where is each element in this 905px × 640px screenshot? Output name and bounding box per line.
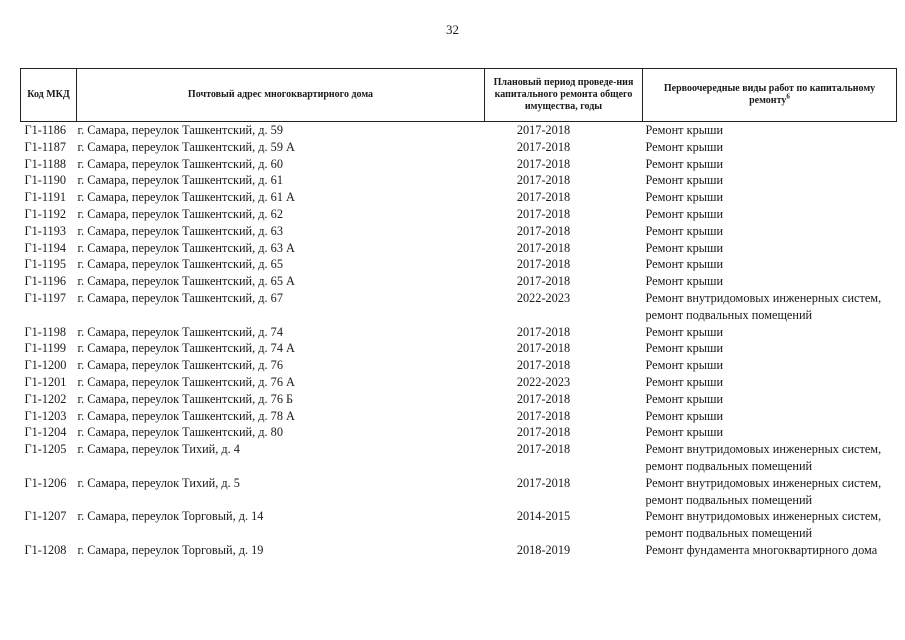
period-cell: 2017-2018 bbox=[516, 358, 571, 373]
table-row bbox=[21, 408, 897, 425]
period-cell: 2017-2018 bbox=[516, 173, 571, 188]
mkd-code-cell: Г1-1190 bbox=[24, 173, 66, 188]
page-number: 32 bbox=[446, 22, 459, 37]
header-work-footnote: 6 bbox=[786, 92, 790, 101]
mkd-code-cell: Г1-1198 bbox=[24, 324, 66, 339]
mkd-code-cell: Г1-1208 bbox=[24, 542, 67, 557]
work-type-line: Ремонт крыши bbox=[645, 408, 724, 423]
mkd-code-cell: Г1-1197 bbox=[24, 290, 66, 305]
period-cell: 2014-2015 bbox=[516, 509, 571, 524]
period-cell: 2017-2018 bbox=[516, 240, 571, 255]
address-cell: г. Самара, переулок Ташкентский, д. 78 А bbox=[77, 408, 295, 423]
work-type-cell bbox=[643, 374, 897, 391]
work-type-cell bbox=[643, 256, 897, 273]
table-header-row bbox=[21, 69, 897, 122]
work-type-line: Ремонт крыши bbox=[645, 173, 724, 188]
table-row bbox=[21, 475, 897, 509]
table-body bbox=[21, 122, 897, 559]
work-type-line: Ремонт крыши bbox=[645, 240, 724, 255]
mkd-code-cell: Г1-1196 bbox=[24, 274, 66, 289]
period-cell: 2017-2018 bbox=[516, 408, 571, 423]
mkd-code-cell: Г1-1201 bbox=[24, 374, 67, 389]
table-row bbox=[21, 223, 897, 240]
period-cell: 2017-2018 bbox=[516, 156, 571, 171]
work-type-line: Ремонт крыши bbox=[645, 425, 724, 440]
work-type-line: Ремонт крыши bbox=[645, 223, 724, 238]
table-row bbox=[21, 206, 897, 223]
period-cell: 2017-2018 bbox=[516, 391, 571, 406]
mkd-code-cell: Г1-1199 bbox=[24, 341, 66, 356]
period-cell: 2017-2018 bbox=[516, 425, 571, 440]
period-cell: 2017-2018 bbox=[516, 341, 571, 356]
address-cell: г. Самара, переулок Ташкентский, д. 74 bbox=[77, 324, 283, 339]
address-cell: г. Самара, переулок Ташкентский, д. 59 bbox=[77, 123, 283, 137]
work-type-cell bbox=[643, 391, 897, 408]
period-cell: 2017-2018 bbox=[516, 139, 571, 154]
work-type-line: Ремонт крыши bbox=[645, 139, 724, 154]
address-cell: г. Самара, переулок Ташкентский, д. 60 bbox=[77, 156, 283, 171]
work-type-line: Ремонт крыши bbox=[645, 257, 724, 272]
mkd-code-cell: Г1-1187 bbox=[24, 139, 66, 154]
mkd-code-cell: Г1-1203 bbox=[24, 408, 67, 423]
work-type-cell bbox=[643, 340, 897, 357]
table-row bbox=[21, 189, 897, 206]
table-row bbox=[21, 273, 897, 290]
mkd-code-cell: Г1-1191 bbox=[24, 190, 66, 205]
work-type-line: Ремонт внутридомовых инженерных систем, bbox=[645, 290, 882, 305]
mkd-code-cell: Г1-1193 bbox=[24, 223, 66, 238]
period-cell: 2022-2023 bbox=[516, 374, 571, 389]
table-row bbox=[21, 122, 897, 139]
work-type-cell bbox=[643, 156, 897, 173]
address-cell: г. Самара, переулок Ташкентский, д. 80 bbox=[77, 425, 283, 440]
address-cell: г. Самара, переулок Ташкентский, д. 76 bbox=[77, 358, 283, 373]
work-type-cell bbox=[643, 357, 897, 374]
address-cell: г. Самара, переулок Ташкентский, д. 76 Б bbox=[77, 391, 294, 406]
address-cell: г. Самара, переулок Ташкентский, д. 59 А bbox=[77, 139, 295, 154]
header-work bbox=[643, 69, 897, 122]
work-type-line: Ремонт внутридомовых инженерных систем, bbox=[645, 442, 882, 457]
period-cell: 2017-2018 bbox=[516, 206, 571, 221]
address-cell: г. Самара, переулок Ташкентский, д. 61 bbox=[77, 173, 283, 188]
table-row bbox=[21, 256, 897, 273]
work-type-line: Ремонт крыши bbox=[645, 358, 724, 373]
work-type-line: Ремонт крыши bbox=[645, 274, 724, 289]
table-row bbox=[21, 424, 897, 441]
address-cell: г. Самара, переулок Ташкентский, д. 61 А bbox=[77, 190, 295, 205]
period-cell: 2017-2018 bbox=[516, 190, 571, 205]
header-work-label: Первоочередные виды работ по капитальному ремонту bbox=[663, 83, 876, 106]
work-type-cell bbox=[643, 206, 897, 223]
address-cell: г. Самара, переулок Ташкентский, д. 62 bbox=[77, 206, 283, 221]
period-cell: 2017-2018 bbox=[516, 223, 571, 238]
work-type-cell bbox=[643, 122, 897, 139]
work-type-line: Ремонт крыши bbox=[645, 374, 724, 389]
work-type-cell bbox=[643, 542, 897, 559]
work-type-line: ремонт подвальных помещений bbox=[645, 307, 813, 322]
mkd-code-cell: Г1-1192 bbox=[24, 206, 66, 221]
work-type-line: ремонт подвальных помещений bbox=[645, 458, 813, 473]
table-row bbox=[21, 340, 897, 357]
header-address: Почтовый адрес многоквартирного дома bbox=[77, 69, 485, 122]
table-row bbox=[21, 441, 897, 475]
table-row bbox=[21, 172, 897, 189]
work-type-line: ремонт подвальных помещений bbox=[645, 492, 813, 507]
table-row bbox=[21, 391, 897, 408]
work-type-line: Ремонт крыши bbox=[645, 206, 724, 221]
repair-table bbox=[20, 68, 897, 559]
period-cell: 2022-2023 bbox=[516, 290, 571, 305]
work-type-cell bbox=[643, 324, 897, 341]
work-type-cell bbox=[643, 273, 897, 290]
table-row bbox=[21, 139, 897, 156]
address-cell: г. Самара, переулок Ташкентский, д. 65 А bbox=[77, 274, 295, 289]
address-cell: г. Самара, переулок Торговый, д. 19 bbox=[77, 542, 264, 557]
table-row bbox=[21, 156, 897, 173]
work-type-cell bbox=[643, 475, 897, 509]
address-cell: г. Самара, переулок Ташкентский, д. 65 bbox=[77, 257, 283, 272]
mkd-code-cell: Г1-1186 bbox=[24, 123, 66, 137]
address-cell: г. Самара, переулок Ташкентский, д. 63 А bbox=[77, 240, 295, 255]
table-row bbox=[21, 290, 897, 324]
header-period: Плановый период проведе-ния капитального ремонта общего имущества, годы bbox=[485, 69, 643, 122]
work-type-line: Ремонт крыши bbox=[645, 156, 724, 171]
work-type-cell bbox=[643, 441, 897, 475]
address-cell: г. Самара, переулок Тихий, д. 4 bbox=[77, 442, 240, 457]
work-type-line: Ремонт внутридомовых инженерных систем, bbox=[645, 475, 882, 490]
address-cell: г. Самара, переулок Торговый, д. 14 bbox=[77, 509, 264, 524]
work-type-line: Ремонт фундамента многоквартирного дома bbox=[645, 542, 878, 557]
table-row bbox=[21, 324, 897, 341]
address-cell: г. Самара, переулок Тихий, д. 5 bbox=[77, 475, 240, 490]
work-type-cell bbox=[643, 408, 897, 425]
work-type-line: ремонт подвальных помещений bbox=[645, 526, 813, 541]
address-cell: г. Самара, переулок Ташкентский, д. 67 bbox=[77, 290, 283, 305]
table-row bbox=[21, 508, 897, 542]
work-type-cell bbox=[643, 139, 897, 156]
work-type-cell bbox=[643, 290, 897, 324]
period-cell: 2017-2018 bbox=[516, 274, 571, 289]
address-cell: г. Самара, переулок Ташкентский, д. 63 bbox=[77, 223, 283, 238]
address-cell: г. Самара, переулок Ташкентский, д. 74 А bbox=[77, 341, 295, 356]
mkd-code-cell: Г1-1207 bbox=[24, 509, 67, 524]
mkd-code-cell: Г1-1204 bbox=[24, 425, 67, 440]
work-type-cell bbox=[643, 424, 897, 441]
mkd-code-cell: Г1-1206 bbox=[24, 475, 67, 490]
period-cell: 2017-2018 bbox=[516, 257, 571, 272]
mkd-code-cell: Г1-1188 bbox=[24, 156, 66, 171]
address-cell: г. Самара, переулок Ташкентский, д. 76 А bbox=[77, 374, 295, 389]
work-type-cell bbox=[643, 240, 897, 257]
table-row bbox=[21, 357, 897, 374]
work-type-line: Ремонт крыши bbox=[645, 391, 724, 406]
header-code: Код МКД bbox=[21, 69, 77, 122]
mkd-code-cell: Г1-1194 bbox=[24, 240, 66, 255]
period-cell: 2017-2018 bbox=[516, 123, 571, 137]
work-type-line: Ремонт крыши bbox=[645, 123, 724, 137]
period-cell: 2017-2018 bbox=[516, 442, 571, 457]
table-row bbox=[21, 240, 897, 257]
period-cell: 2017-2018 bbox=[516, 324, 571, 339]
mkd-code-cell: Г1-1200 bbox=[24, 358, 67, 373]
work-type-line: Ремонт внутридомовых инженерных систем, bbox=[645, 509, 882, 524]
table-row bbox=[21, 542, 897, 559]
mkd-code-cell: Г1-1195 bbox=[24, 257, 66, 272]
work-type-cell bbox=[643, 223, 897, 240]
table-row bbox=[21, 374, 897, 391]
work-type-cell bbox=[643, 508, 897, 542]
work-type-cell bbox=[643, 189, 897, 206]
period-cell: 2017-2018 bbox=[516, 475, 571, 490]
work-type-line: Ремонт крыши bbox=[645, 190, 724, 205]
mkd-code-cell: Г1-1202 bbox=[24, 391, 67, 406]
work-type-line: Ремонт крыши bbox=[645, 324, 724, 339]
period-cell: 2018-2019 bbox=[516, 542, 571, 557]
mkd-code-cell: Г1-1205 bbox=[24, 442, 67, 457]
work-type-cell bbox=[643, 172, 897, 189]
work-type-line: Ремонт крыши bbox=[645, 341, 724, 356]
